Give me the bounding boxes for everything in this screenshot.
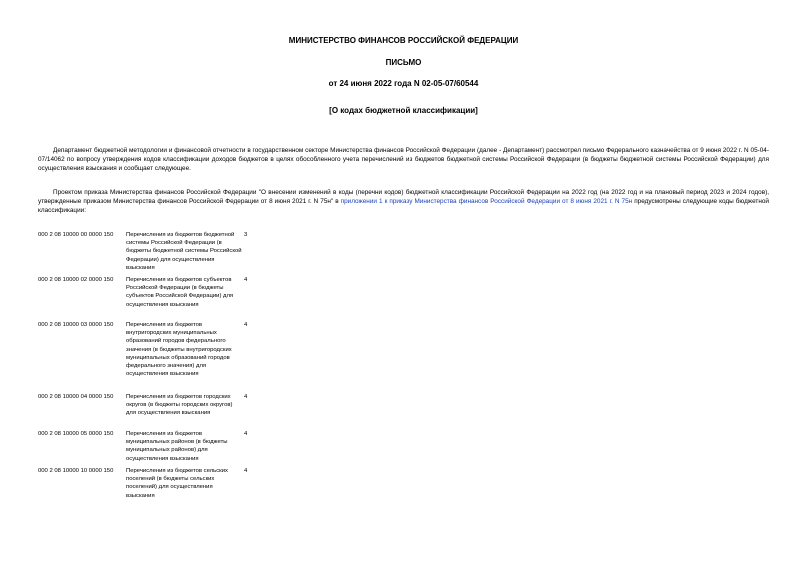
row-number: 4 [244,431,248,437]
row-code: 000 2 08 10000 04 0000 150 [38,394,114,400]
document-type: ПИСЬМО [385,58,422,67]
row-name: Перечисления из бюджетов муниципальных районов (в бюджеты муниципальных районов) для осуществления взыскания [126,431,228,462]
row-number: 4 [244,468,248,474]
paragraph-project-text-2: предусмотрены следующие коды бюджетной классификации: [38,198,769,214]
paragraph-project [38,188,769,215]
row-name: Перечисления из бюджетов сельских поселений (в бюджеты сельских поселений) для осуществления взыскания [126,468,228,499]
row-number: 4 [244,394,248,400]
appendix-link[interactable]: приложении 1 к приказу Министерства финансов Российской Федерации от 8 июня 2021 г. N 75н [340,198,633,205]
row-code: 000 2 08 10000 05 0000 150 [38,431,114,437]
row-name: Перечисления из бюджетов бюджетной системы Российской Федерации (в бюджеты бюджетной системы Российской Федерации) для осуществления взыскания [126,232,242,271]
row-name: Перечисления из бюджетов внутригородских муниципальных образований городов федерального значения (в бюджеты внутригородских муниципальных образований городов федерального значения) для осуществления взыскания [126,322,232,378]
paragraph-intro: Департамент бюджетной методологии и финансовой отчетности в государственном секторе Министерства финансов Российской Федерации (далее - Департамент) рассмотрел письмо Федерального казначейства от 9 июня 2022 г. N 05-04-07/14062 по вопросу утверждения кодов классификации доходов бюджетов в целях обособленного учета перечислений из бюджетов бюджетной системы Российской Федерации (в бюджеты бюджетной системы Российской Федерации) для осуществления взыскания и сообщает следующее. [38,147,769,172]
paragraph-project-text-1: Проектом приказа Министерства финансов Российской Федерации "О внесении изменений в коды (перечни кодов) бюджетной классификации Российской Федерации на 2022 год (на 2022 год и на плановый период 2023 и 2024 годов), утвержденные приказом Министерства финансов Российской Федерации от 8 июня 2021 г. N 75н" в [38,189,769,205]
document-date-number: от 24 июня 2022 года N 02-05-07/60544 [328,79,479,88]
row-name: Перечисления из бюджетов городских округов (в бюджеты городских округов) для осуществления взыскания [126,394,233,417]
row-code: 000 2 08 10000 00 0000 150 [38,232,114,238]
row-code: 000 2 08 10000 03 0000 150 [38,322,114,328]
row-code: 000 2 08 10000 10 0000 150 [38,468,114,474]
document-subject: [О кодах бюджетной классификации] [329,106,478,115]
row-number: 4 [244,277,248,283]
row-number: 4 [244,322,248,328]
row-code: 000 2 08 10000 02 0000 150 [38,277,114,283]
row-number: 3 [244,232,248,238]
row-name: Перечисления из бюджетов субъектов Российской Федерации (в бюджеты субъектов Российской Федерации) для осуществления взыскания [126,277,234,308]
ministry-heading: МИНИСТЕРСТВО ФИНАНСОВ РОССИЙСКОЙ ФЕДЕРАЦИИ [288,36,519,45]
